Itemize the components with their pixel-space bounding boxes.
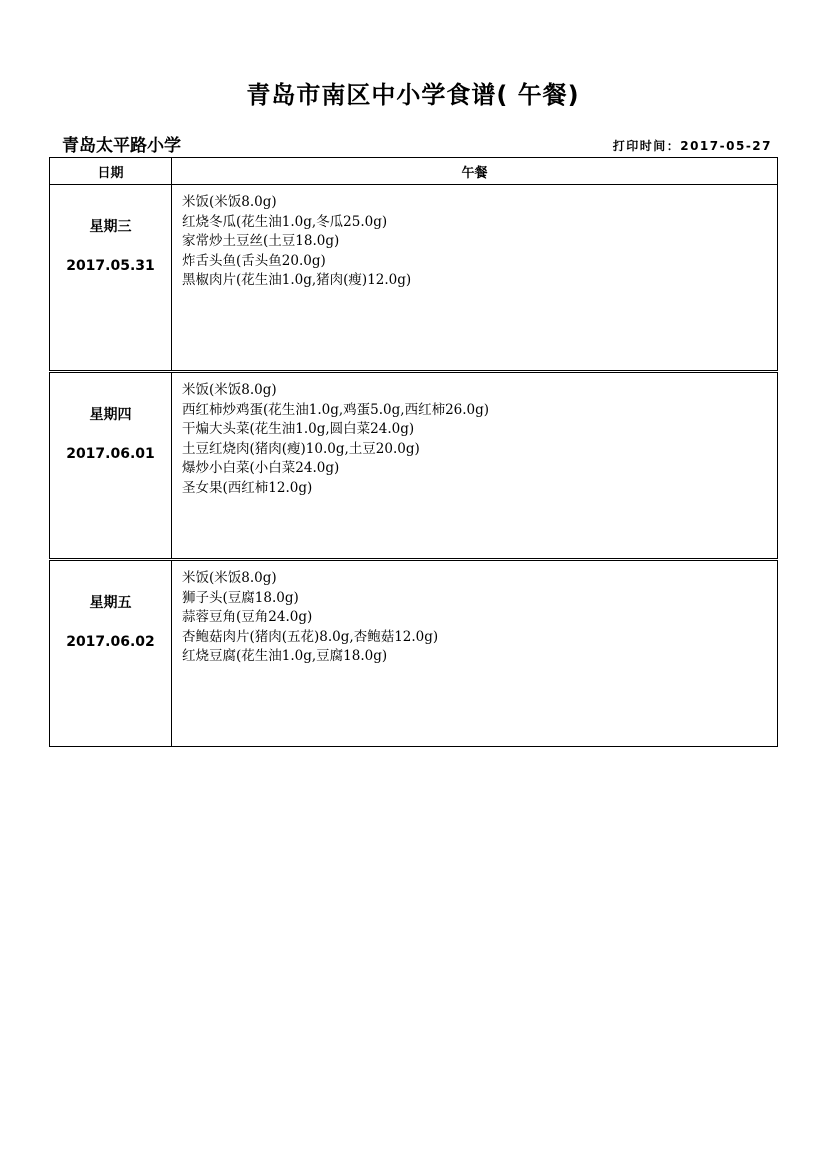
dish-item: 杏鲍菇肉片(猪肉(五花)8.0g,杏鲍菇12.0g) <box>182 628 439 645</box>
meal-cell <box>172 561 778 747</box>
table-row <box>50 373 778 559</box>
menu-table <box>49 157 778 747</box>
meal-cell <box>172 373 778 559</box>
dish-item: 蒜蓉豆角(豆角24.0g) <box>182 609 313 625</box>
weekday-label: 星期三 <box>89 219 132 235</box>
dish-item: 家常炒土豆丝(土豆18.0g) <box>182 233 340 249</box>
dish-item: 干煸大头菜(花生油1.0g,圆白菜24.0g) <box>182 421 415 437</box>
school-name: 青岛太平路小学 <box>62 136 181 156</box>
dish-item: 爆炒小白菜(小白菜24.0g) <box>182 460 340 476</box>
date-cell <box>50 561 172 747</box>
date-label: 2017.06.02 <box>66 634 155 650</box>
table-row <box>50 561 778 747</box>
dish-item: 米饭(米饭8.0g) <box>182 194 277 210</box>
print-time <box>613 137 772 154</box>
dish-item: 土豆红烧肉(猪肉(瘦)10.0g,土豆20.0g) <box>182 440 420 457</box>
date-cell <box>50 373 172 559</box>
dish-item: 红烧豆腐(花生油1.0g,豆腐18.0g) <box>182 648 388 664</box>
table-header-row <box>50 158 778 185</box>
print-time-value: 2017-05-27 <box>680 139 772 153</box>
table-row <box>50 185 778 371</box>
dish-item: 狮子头(豆腐18.0g) <box>182 589 299 606</box>
dish-item: 炸舌头鱼(舌头鱼20.0g) <box>182 252 326 269</box>
dish-item: 米饭(米饭8.0g) <box>182 570 277 586</box>
weekday-label: 星期四 <box>89 407 132 423</box>
dish-item: 黑椒肉片(花生油1.0g,猪肉(瘦)12.0g) <box>182 272 412 288</box>
column-header-lunch: 午餐 <box>172 158 778 185</box>
date-cell <box>50 185 172 371</box>
print-time-label: 打印时间： <box>612 139 681 153</box>
dish-item: 圣女果(西红柿12.0g) <box>182 479 313 496</box>
dish-item: 西红柿炒鸡蛋(花生油1.0g,鸡蛋5.0g,西红柿26.0g) <box>182 401 490 418</box>
dish-item: 米饭(米饭8.0g) <box>182 382 277 398</box>
date-label: 2017.05.31 <box>66 258 155 274</box>
page-title: 青岛市南区中小学食谱( 午餐) <box>246 81 580 109</box>
weekday-label: 星期五 <box>89 595 132 611</box>
meal-cell <box>172 185 778 371</box>
column-header-date: 日期 <box>50 158 172 185</box>
date-label: 2017.06.01 <box>66 446 155 462</box>
dish-item: 红烧冬瓜(花生油1.0g,冬瓜25.0g) <box>182 213 388 230</box>
